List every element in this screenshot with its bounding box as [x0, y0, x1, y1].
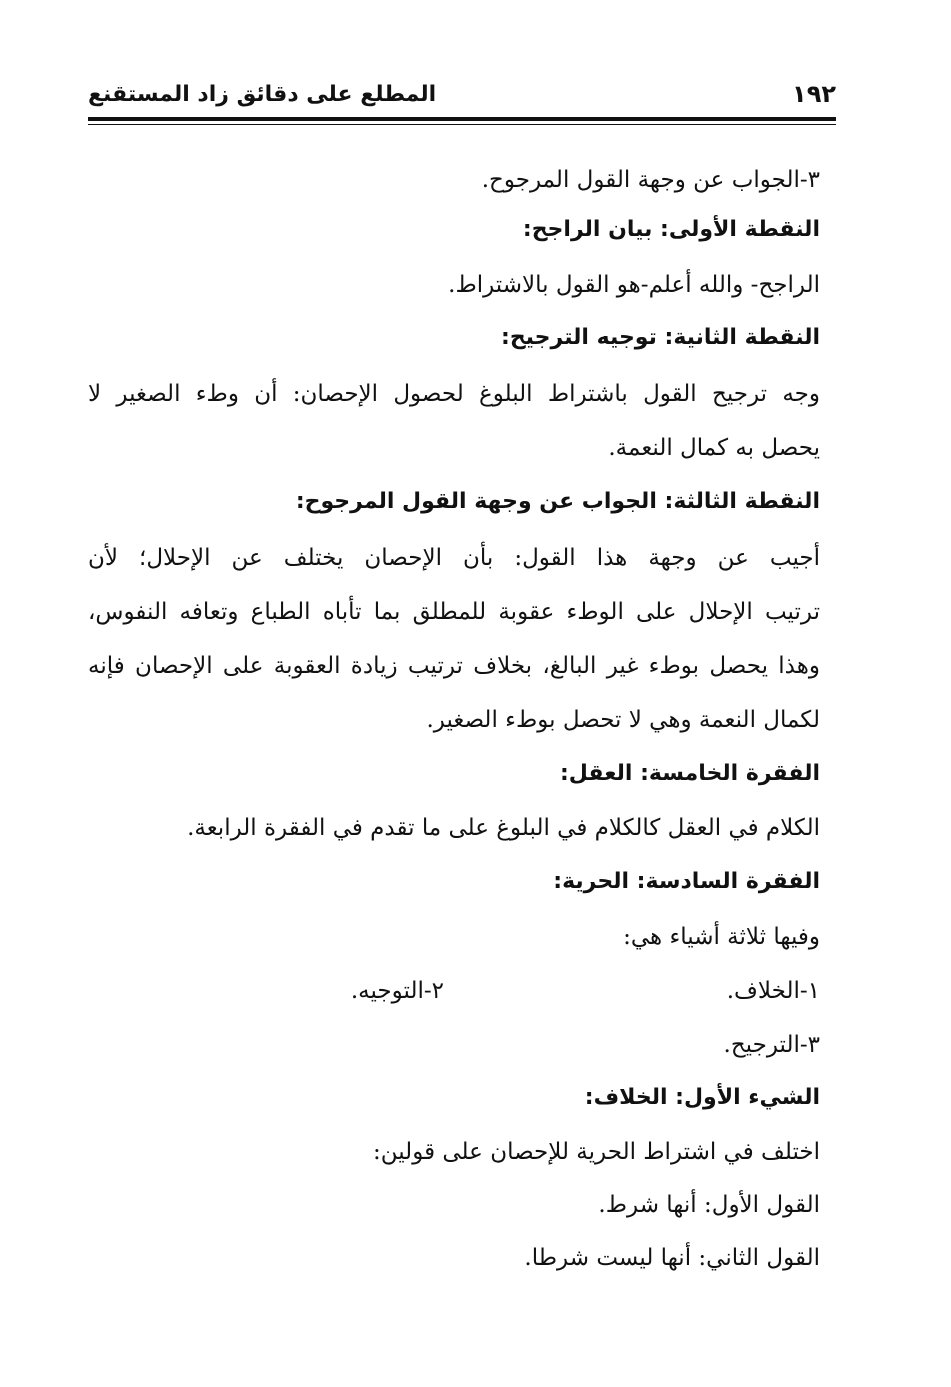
section-heading: النقطة الثانية: توجيه الترجيح:	[501, 325, 820, 350]
text-line: يحصل به كمال النعمة.	[608, 435, 820, 461]
text-line: القول الثاني: أنها ليست شرطا.	[524, 1245, 820, 1271]
header-rule-thin	[88, 124, 836, 125]
header-rule-thick	[88, 117, 836, 121]
text-line: ٣-الجواب عن وجهة القول المرجوح.	[481, 167, 820, 193]
text-line: القول الأول: أنها شرط.	[598, 1192, 820, 1218]
page-number: ١٩٢	[792, 80, 836, 108]
list-item: ١-الخلاف.	[726, 978, 820, 1004]
text-line: لكمال النعمة وهي لا تحصل بوطء الصغير.	[426, 707, 820, 733]
list-item: ٣-الترجيح.	[723, 1032, 820, 1058]
section-heading: النقطة الأولى: بيان الراجح:	[522, 217, 820, 242]
running-header	[88, 80, 836, 114]
book-title: المطلع على دقائق زاد المستقنع	[88, 82, 437, 107]
text-line: ترتيب الإحلال على الوطء عقوبة للمطلق بما تأباه الطباع وتعافه النفوس،	[88, 599, 820, 625]
numbered-list-row	[88, 971, 820, 1011]
section-heading: النقطة الثالثة: الجواب عن وجهة القول المرجوح:	[295, 489, 820, 514]
text-line: وجه ترجيح القول باشتراط البلوغ لحصول الإحصان: أن وطء الصغير لا	[88, 381, 820, 407]
text-line: اختلف في اشتراط الحرية للإحصان على قولين:	[372, 1139, 820, 1165]
section-heading: الفقرة الخامسة: العقل:	[559, 761, 820, 786]
section-heading: الفقرة السادسة: الحرية:	[553, 869, 820, 894]
text-line: الراجح- والله أعلم-هو القول بالاشتراط.	[448, 272, 820, 298]
text-line: الكلام في العقل كالكلام في البلوغ على ما تقدم في الفقرة الرابعة.	[187, 815, 820, 841]
section-heading: الشيء الأول: الخلاف:	[584, 1085, 820, 1110]
text-line: وفيها ثلاثة أشياء هي:	[623, 924, 820, 950]
list-item: ٢-التوجيه.	[350, 978, 444, 1004]
text-line: أجيب عن وجهة هذا القول: بأن الإحصان يختلف عن الإحلال؛ لأن	[88, 545, 820, 571]
text-line: وهذا يحصل بوطء غير البالغ، بخلاف ترتيب زيادة العقوبة على الإحصان فإنه	[88, 653, 820, 679]
